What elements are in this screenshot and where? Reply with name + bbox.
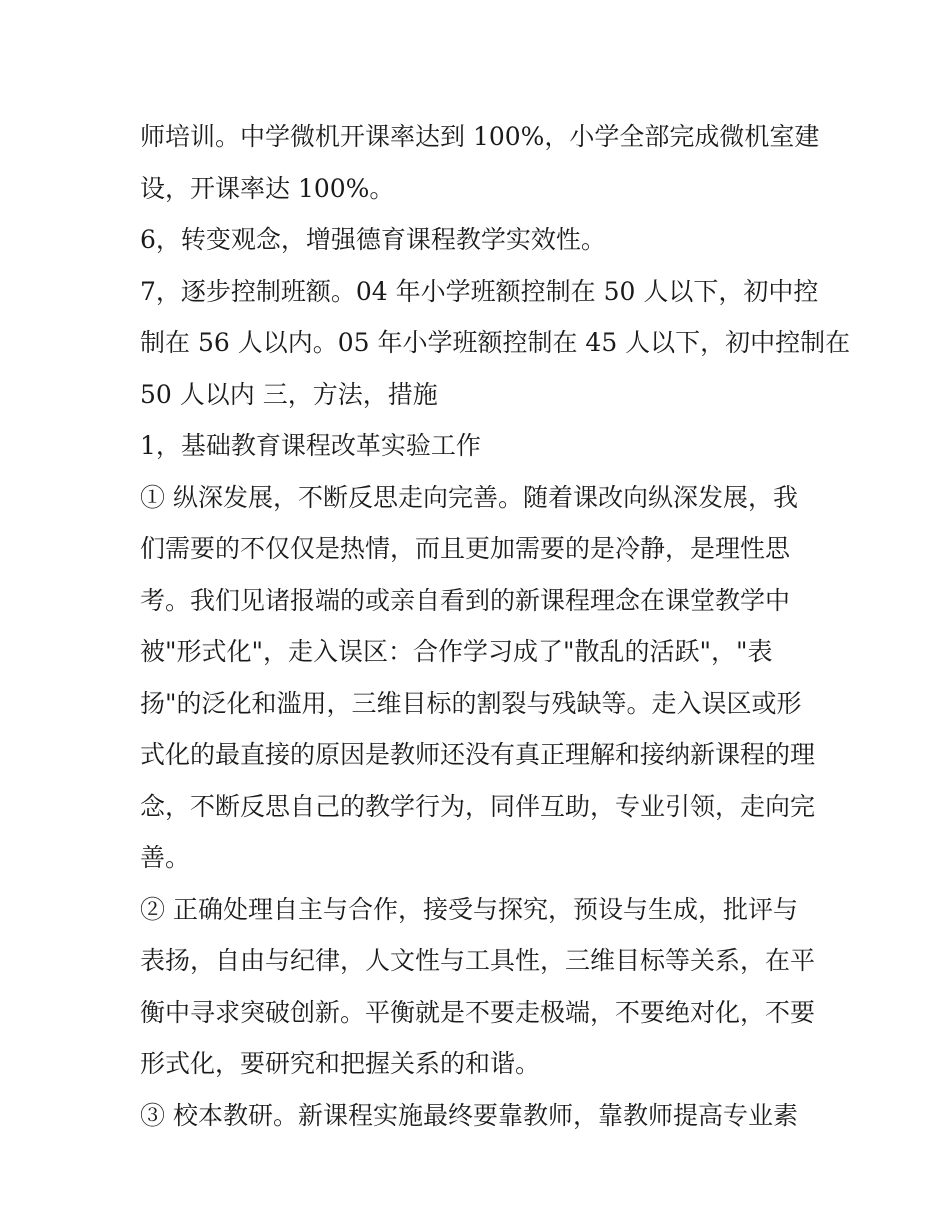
text-line: 50 人以内 三，方法，措施 <box>140 379 438 409</box>
text-line: 考。我们见诸报端的或亲自看到的新课程理念在课堂教学中 <box>140 585 791 615</box>
document-body <box>140 111 851 1141</box>
text-line: 设，开课率达 100%。 <box>140 173 395 203</box>
text-line: 6，转变观念，增强德育课程教学实效性。 <box>140 225 606 254</box>
text-line: 们需要的不仅仅是热情，而且更加需要的是冷静，是理性思 <box>140 534 791 563</box>
text-line: 式化的最直接的原因是教师还没有真正理解和接纳新课程的理 <box>140 740 816 769</box>
text-line: 被"形式化"，走入误区：合作学习成了"散乱的活跃"，"表 <box>140 637 773 666</box>
text-line: 衡中寻求突破创新。平衡就是不要走极端，不要绝对化，不要 <box>140 997 816 1027</box>
text-line: 形式化，要研究和把握关系的和谐。 <box>140 1049 541 1078</box>
text-line: 念，不断反思自己的教学行为，同伴互助，专业引领，走向完 <box>140 791 816 821</box>
text-line: 1，基础教育课程改革实验工作 <box>140 431 481 460</box>
text-line: 善。 <box>140 843 191 872</box>
text-line: 扬"的泛化和滥用，三维目标的割裂与残缺等。走入误区或形 <box>140 688 802 718</box>
text-line: 制在 56 人以内。05 年小学班额控制在 45 人以下，初中控制在 <box>140 328 851 357</box>
text-line: ② 正确处理自主与合作，接受与探究，预设与生成，批评与 <box>140 894 798 924</box>
text-line: 师培训。中学微机开课率达到 100%，小学全部完成微机室建 <box>140 122 820 151</box>
text-line: 表扬，自由与纪律，人文性与工具性，三维目标等关系，在平 <box>140 946 816 975</box>
text-line: 7，逐步控制班额。04 年小学班额控制在 50 人以下，初中控 <box>140 276 819 306</box>
text-line: ③ 校本教研。新课程实施最终要靠教师，靠教师提高专业素 <box>140 1100 798 1130</box>
text-line: ① 纵深发展，不断反思走向完善。随着课改向纵深发展，我 <box>140 482 798 512</box>
